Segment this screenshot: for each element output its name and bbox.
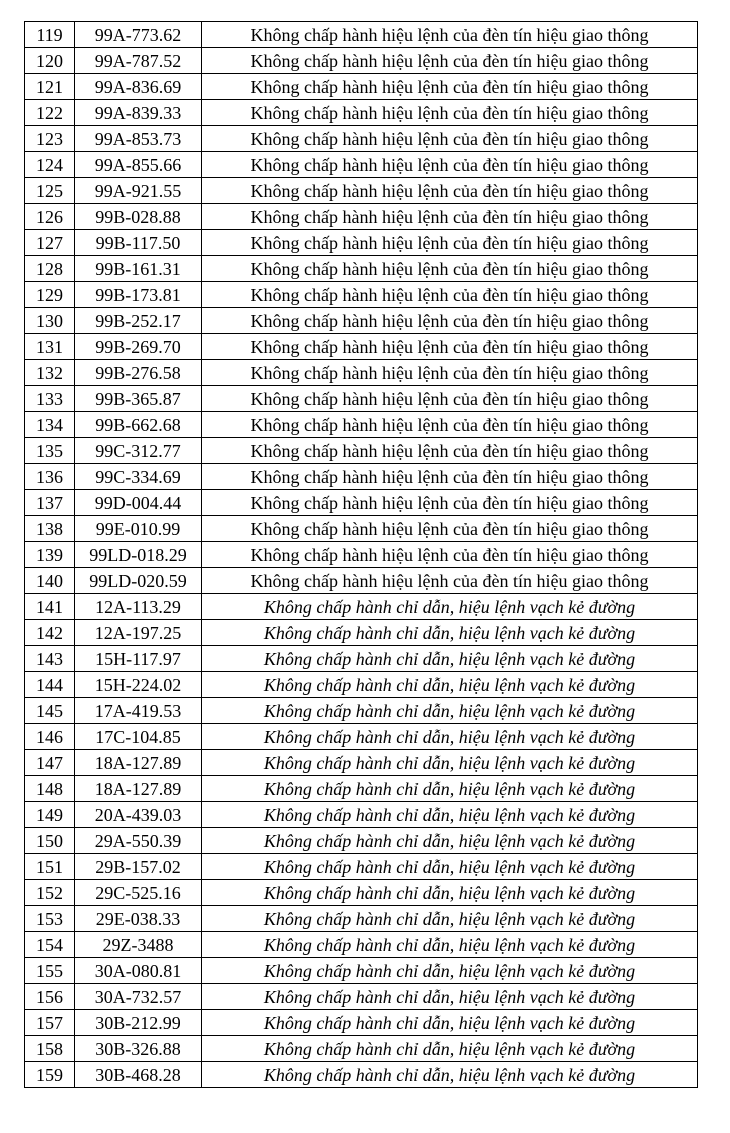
violation-cell: Không chấp hành chỉ dẫn, hiệu lệnh vạch kẻ đường <box>202 724 698 750</box>
table-row <box>25 854 698 880</box>
license-plate-cell: 30A-732.57 <box>75 984 202 1010</box>
row-number-cell: 137 <box>25 490 75 516</box>
license-plate-cell: 30A-080.81 <box>75 958 202 984</box>
row-number-cell: 124 <box>25 152 75 178</box>
row-number-cell: 153 <box>25 906 75 932</box>
table-body <box>25 22 698 1088</box>
row-number-cell: 135 <box>25 438 75 464</box>
license-plate-cell: 99A-787.52 <box>75 48 202 74</box>
license-plate-cell: 30B-468.28 <box>75 1062 202 1088</box>
license-plate-cell: 99B-662.68 <box>75 412 202 438</box>
table-row <box>25 1036 698 1062</box>
row-number-cell: 151 <box>25 854 75 880</box>
violation-table <box>24 21 698 1088</box>
violation-cell: Không chấp hành hiệu lệnh của đèn tín hiệu giao thông <box>202 178 698 204</box>
license-plate-cell: 17A-419.53 <box>75 698 202 724</box>
table-row <box>25 828 698 854</box>
violation-cell: Không chấp hành chỉ dẫn, hiệu lệnh vạch kẻ đường <box>202 750 698 776</box>
violation-cell: Không chấp hành hiệu lệnh của đèn tín hiệu giao thông <box>202 230 698 256</box>
row-number-cell: 138 <box>25 516 75 542</box>
license-plate-cell: 29E-038.33 <box>75 906 202 932</box>
violation-cell: Không chấp hành chỉ dẫn, hiệu lệnh vạch kẻ đường <box>202 646 698 672</box>
violation-cell: Không chấp hành chỉ dẫn, hiệu lệnh vạch kẻ đường <box>202 698 698 724</box>
row-number-cell: 122 <box>25 100 75 126</box>
violation-cell: Không chấp hành hiệu lệnh của đèn tín hiệu giao thông <box>202 126 698 152</box>
violation-cell: Không chấp hành hiệu lệnh của đèn tín hiệu giao thông <box>202 412 698 438</box>
license-plate-cell: 18A-127.89 <box>75 750 202 776</box>
table-row <box>25 438 698 464</box>
row-number-cell: 128 <box>25 256 75 282</box>
table-row <box>25 594 698 620</box>
violation-cell: Không chấp hành hiệu lệnh của đèn tín hiệu giao thông <box>202 74 698 100</box>
table-row <box>25 100 698 126</box>
table-row <box>25 126 698 152</box>
table-row <box>25 568 698 594</box>
violation-cell: Không chấp hành hiệu lệnh của đèn tín hiệu giao thông <box>202 360 698 386</box>
row-number-cell: 130 <box>25 308 75 334</box>
table-row <box>25 464 698 490</box>
license-plate-cell: 99B-028.88 <box>75 204 202 230</box>
row-number-cell: 133 <box>25 386 75 412</box>
violation-cell: Không chấp hành chỉ dẫn, hiệu lệnh vạch kẻ đường <box>202 1036 698 1062</box>
license-plate-cell: 30B-326.88 <box>75 1036 202 1062</box>
license-plate-cell: 99LD-018.29 <box>75 542 202 568</box>
license-plate-cell: 99B-276.58 <box>75 360 202 386</box>
license-plate-cell: 15H-224.02 <box>75 672 202 698</box>
violation-cell: Không chấp hành chỉ dẫn, hiệu lệnh vạch kẻ đường <box>202 776 698 802</box>
table-row <box>25 1010 698 1036</box>
table-row <box>25 230 698 256</box>
row-number-cell: 142 <box>25 620 75 646</box>
license-plate-cell: 99A-853.73 <box>75 126 202 152</box>
table-row <box>25 802 698 828</box>
row-number-cell: 145 <box>25 698 75 724</box>
row-number-cell: 134 <box>25 412 75 438</box>
table-row <box>25 1062 698 1088</box>
license-plate-cell: 20A-439.03 <box>75 802 202 828</box>
row-number-cell: 156 <box>25 984 75 1010</box>
violation-cell: Không chấp hành hiệu lệnh của đèn tín hiệu giao thông <box>202 542 698 568</box>
row-number-cell: 119 <box>25 22 75 48</box>
violation-cell: Không chấp hành hiệu lệnh của đèn tín hiệu giao thông <box>202 490 698 516</box>
row-number-cell: 159 <box>25 1062 75 1088</box>
row-number-cell: 141 <box>25 594 75 620</box>
violation-cell: Không chấp hành hiệu lệnh của đèn tín hiệu giao thông <box>202 100 698 126</box>
row-number-cell: 147 <box>25 750 75 776</box>
table-row <box>25 698 698 724</box>
license-plate-cell: 99B-117.50 <box>75 230 202 256</box>
row-number-cell: 129 <box>25 282 75 308</box>
row-number-cell: 126 <box>25 204 75 230</box>
violation-cell: Không chấp hành chỉ dẫn, hiệu lệnh vạch kẻ đường <box>202 906 698 932</box>
table-row <box>25 256 698 282</box>
violation-cell: Không chấp hành chỉ dẫn, hiệu lệnh vạch kẻ đường <box>202 594 698 620</box>
violation-cell: Không chấp hành hiệu lệnh của đèn tín hiệu giao thông <box>202 516 698 542</box>
violation-cell: Không chấp hành hiệu lệnh của đèn tín hiệu giao thông <box>202 464 698 490</box>
row-number-cell: 125 <box>25 178 75 204</box>
violation-cell: Không chấp hành hiệu lệnh của đèn tín hiệu giao thông <box>202 386 698 412</box>
license-plate-cell: 99A-855.66 <box>75 152 202 178</box>
row-number-cell: 127 <box>25 230 75 256</box>
violation-cell: Không chấp hành chỉ dẫn, hiệu lệnh vạch kẻ đường <box>202 984 698 1010</box>
violation-cell: Không chấp hành hiệu lệnh của đèn tín hiệu giao thông <box>202 282 698 308</box>
row-number-cell: 131 <box>25 334 75 360</box>
license-plate-cell: 29C-525.16 <box>75 880 202 906</box>
license-plate-cell: 29Z-3488 <box>75 932 202 958</box>
license-plate-cell: 99B-161.31 <box>75 256 202 282</box>
table-row <box>25 412 698 438</box>
license-plate-cell: 99C-312.77 <box>75 438 202 464</box>
row-number-cell: 150 <box>25 828 75 854</box>
violation-cell: Không chấp hành hiệu lệnh của đèn tín hiệu giao thông <box>202 334 698 360</box>
table-row <box>25 646 698 672</box>
violation-cell: Không chấp hành chỉ dẫn, hiệu lệnh vạch kẻ đường <box>202 828 698 854</box>
violation-cell: Không chấp hành chỉ dẫn, hiệu lệnh vạch kẻ đường <box>202 620 698 646</box>
table-row <box>25 724 698 750</box>
license-plate-cell: 18A-127.89 <box>75 776 202 802</box>
violation-cell: Không chấp hành hiệu lệnh của đèn tín hiệu giao thông <box>202 308 698 334</box>
table-row <box>25 386 698 412</box>
license-plate-cell: 30B-212.99 <box>75 1010 202 1036</box>
row-number-cell: 136 <box>25 464 75 490</box>
license-plate-cell: 15H-117.97 <box>75 646 202 672</box>
table-row <box>25 906 698 932</box>
violation-cell: Không chấp hành hiệu lệnh của đèn tín hiệu giao thông <box>202 568 698 594</box>
license-plate-cell: 29A-550.39 <box>75 828 202 854</box>
row-number-cell: 144 <box>25 672 75 698</box>
table-row <box>25 74 698 100</box>
row-number-cell: 146 <box>25 724 75 750</box>
table-row <box>25 984 698 1010</box>
license-plate-cell: 99LD-020.59 <box>75 568 202 594</box>
violation-cell: Không chấp hành chỉ dẫn, hiệu lệnh vạch kẻ đường <box>202 1010 698 1036</box>
table-row <box>25 776 698 802</box>
violation-cell: Không chấp hành hiệu lệnh của đèn tín hiệu giao thông <box>202 204 698 230</box>
row-number-cell: 154 <box>25 932 75 958</box>
violation-cell: Không chấp hành chỉ dẫn, hiệu lệnh vạch kẻ đường <box>202 1062 698 1088</box>
table-row <box>25 490 698 516</box>
row-number-cell: 157 <box>25 1010 75 1036</box>
violation-cell: Không chấp hành hiệu lệnh của đèn tín hiệu giao thông <box>202 256 698 282</box>
violation-cell: Không chấp hành hiệu lệnh của đèn tín hiệu giao thông <box>202 152 698 178</box>
row-number-cell: 121 <box>25 74 75 100</box>
license-plate-cell: 29B-157.02 <box>75 854 202 880</box>
table-row <box>25 672 698 698</box>
license-plate-cell: 12A-197.25 <box>75 620 202 646</box>
table-row <box>25 334 698 360</box>
table-row <box>25 22 698 48</box>
table-row <box>25 750 698 776</box>
violation-cell: Không chấp hành chỉ dẫn, hiệu lệnh vạch kẻ đường <box>202 802 698 828</box>
license-plate-cell: 99E-010.99 <box>75 516 202 542</box>
table-row <box>25 932 698 958</box>
row-number-cell: 149 <box>25 802 75 828</box>
table-row <box>25 620 698 646</box>
table-row <box>25 880 698 906</box>
row-number-cell: 132 <box>25 360 75 386</box>
violation-cell: Không chấp hành chỉ dẫn, hiệu lệnh vạch kẻ đường <box>202 854 698 880</box>
row-number-cell: 152 <box>25 880 75 906</box>
table-row <box>25 516 698 542</box>
violation-cell: Không chấp hành hiệu lệnh của đèn tín hiệu giao thông <box>202 22 698 48</box>
table-row <box>25 958 698 984</box>
license-plate-cell: 99B-365.87 <box>75 386 202 412</box>
table-row <box>25 542 698 568</box>
row-number-cell: 120 <box>25 48 75 74</box>
license-plate-cell: 12A-113.29 <box>75 594 202 620</box>
row-number-cell: 143 <box>25 646 75 672</box>
license-plate-cell: 99D-004.44 <box>75 490 202 516</box>
license-plate-cell: 99A-921.55 <box>75 178 202 204</box>
table-row <box>25 178 698 204</box>
table-row <box>25 152 698 178</box>
violation-cell: Không chấp hành chỉ dẫn, hiệu lệnh vạch kẻ đường <box>202 672 698 698</box>
table-row <box>25 360 698 386</box>
violation-cell: Không chấp hành hiệu lệnh của đèn tín hiệu giao thông <box>202 48 698 74</box>
violation-cell: Không chấp hành chỉ dẫn, hiệu lệnh vạch kẻ đường <box>202 932 698 958</box>
license-plate-cell: 99A-836.69 <box>75 74 202 100</box>
license-plate-cell: 99C-334.69 <box>75 464 202 490</box>
license-plate-cell: 99B-173.81 <box>75 282 202 308</box>
row-number-cell: 123 <box>25 126 75 152</box>
license-plate-cell: 99A-839.33 <box>75 100 202 126</box>
license-plate-cell: 99A-773.62 <box>75 22 202 48</box>
violation-cell: Không chấp hành hiệu lệnh của đèn tín hiệu giao thông <box>202 438 698 464</box>
license-plate-cell: 99B-252.17 <box>75 308 202 334</box>
row-number-cell: 158 <box>25 1036 75 1062</box>
row-number-cell: 140 <box>25 568 75 594</box>
violation-cell: Không chấp hành chỉ dẫn, hiệu lệnh vạch kẻ đường <box>202 880 698 906</box>
violation-cell: Không chấp hành chỉ dẫn, hiệu lệnh vạch kẻ đường <box>202 958 698 984</box>
license-plate-cell: 17C-104.85 <box>75 724 202 750</box>
row-number-cell: 139 <box>25 542 75 568</box>
table-row <box>25 204 698 230</box>
row-number-cell: 155 <box>25 958 75 984</box>
table-row <box>25 282 698 308</box>
license-plate-cell: 99B-269.70 <box>75 334 202 360</box>
table-row <box>25 48 698 74</box>
table-row <box>25 308 698 334</box>
row-number-cell: 148 <box>25 776 75 802</box>
